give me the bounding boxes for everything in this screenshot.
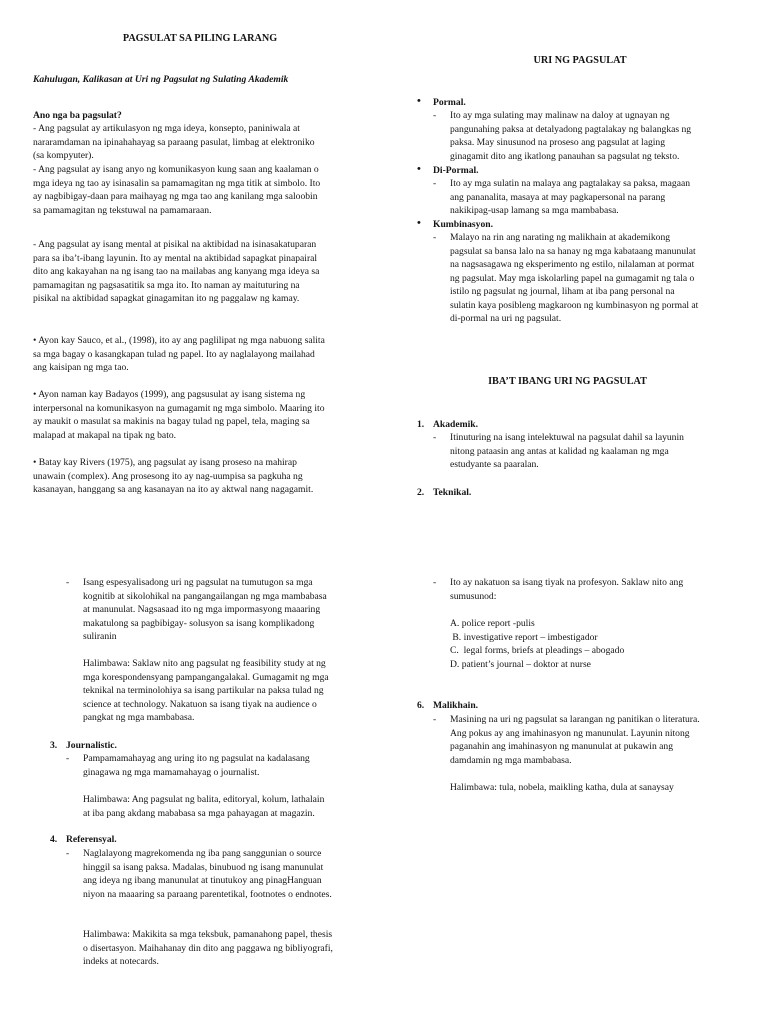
list-item: A. police report -pulis [450, 618, 535, 629]
quote-sauco [33, 334, 378, 375]
item-label-referensyal: Referensyal. [66, 834, 117, 845]
text-line: • Ayon kay Sauco, et al., (1998), ito ay ang paglilipat ng mga nabuong salita [33, 335, 325, 346]
definition-para-1 [33, 122, 378, 163]
text-line: nararamdaman na ipinahahayag sa paraang pasulat, limbag at elektroniko [33, 136, 315, 148]
dash-mark: - [433, 232, 437, 243]
text-line: ginagamit dito ang ikatlong panauhan sa pagsulat ng teksto. [450, 150, 680, 162]
text-line: ay maukit o masulat sa makinis na bagay tulad ng papel, tela, maging sa [33, 416, 310, 427]
malikhain-example: Halimbawa: tula, nobela, maikling katha, dula at sanaysay [450, 782, 674, 793]
dash-mark: - [433, 432, 437, 443]
text-line: ginagawa ng mga mamamahayag o journalist. [83, 766, 260, 778]
text-line: Masining na uri ng pagsulat sa larangan ng panitikan o literatura. [450, 714, 700, 725]
bullet-body-di-pormal [450, 177, 750, 218]
text-line: - Ang pagsulat ay isang anyo ng komunikasyon kung saan ang kaalaman o [33, 164, 319, 175]
item-number: 3. [50, 740, 58, 751]
text-line: sa pamamagitan ng tekstuwal na pamamaraan. [33, 204, 212, 216]
text-line: di-pormal na uri ng pagsulat. [450, 313, 562, 324]
quote-rivers [33, 456, 378, 497]
text-line: suliranin [83, 631, 117, 642]
text-line: pamamagitan ng pagsasatitik sa mga ito. Ito naman ay maituturing na [33, 279, 300, 291]
text-line: ay nagbibigay-daan para maihayag ng mga tao ang kanilang mga saloobin [33, 191, 318, 202]
text-line: ang pananalita, masaya at may pagkapersonal na parang [450, 191, 666, 203]
profesyon-description [450, 576, 750, 603]
text-line: ng pagsulat. May mga iskolarling papel na gumagamit ng tala o [450, 272, 695, 284]
bullet-label-pormal: Pormal. [433, 97, 466, 108]
text-line: pangunahing paksa at detalyadong pagtalakay ng balangkas ng [450, 123, 692, 135]
text-line: - Ang pagsulat ay artikulasyon ng mga ideya, konsepto, paniniwala at [33, 123, 300, 134]
text-line: interpersonal na komunikasyon na gumagamit ng mga simbolo. Maaring ito [33, 402, 325, 414]
text-line: sulatin kaya posibleng magkaroon ng kumbinasyon ng pormal at [450, 299, 699, 311]
dash-mark: - [433, 178, 437, 189]
text-line: paganahin ang imahinasyon ng manunulat at pukawin ang [450, 741, 673, 752]
dash-mark: - [433, 577, 437, 588]
text-line: pagsulat sa bansa lalo na sa hanay ng mga kabataang manunulat [450, 245, 696, 257]
bullet-label-kumbinasyon: Kumbinasyon. [433, 219, 493, 230]
text-line: paksa. May sinusunod na proseso ang pagsulat at laging [450, 137, 666, 148]
text-line: o disertasyon. Maihahanay din dito ang paggawa ng bibliyografi, [83, 942, 333, 954]
item-label-akademik: Akademik. [433, 419, 479, 430]
text-line: ang ideya ng ibang manunulat at tinutukoy ang pinagHanguan [83, 875, 322, 886]
text-line: Halimbawa: Saklaw nito ang pagsulat ng feasibility study at ng [83, 658, 326, 669]
text-line: nakikipag-usap lamang sa mga mambabasa. [450, 205, 619, 216]
text-line: niyon na maaaring sa paraang parentetikal, footnotes o endnotes. [83, 888, 332, 900]
dash-mark: - [433, 110, 437, 121]
text-line: nitong pataasin ang antas at kalidad ng kaalaman ng mga [450, 445, 669, 457]
dash-mark: - [66, 577, 70, 588]
text-line: estudyante sa paaralan. [450, 459, 539, 470]
text-line: hinggil sa isang paksa. Madalas, binubuod ng isang manunulat [83, 861, 324, 873]
text-line: teknikal na terminolohiya sa isang partikular na paksa tulad ng [83, 685, 324, 696]
item-body-malikhain [450, 713, 760, 767]
text-line: • Batay kay Rivers (1975), ang pagsulat ay isang proseso na mahirap [33, 457, 297, 468]
teknikal-example [83, 657, 383, 725]
item-body-referensyal [83, 847, 383, 901]
item-number: 2. [417, 487, 425, 498]
item-number: 6. [417, 700, 425, 711]
text-line: istilo ng pagsulat ng journal, liham at iba pang personal na [450, 286, 675, 297]
page-title: PAGSULAT SA PILING LARANG [122, 33, 278, 44]
text-line: damdamin ng mga mambabasa. [450, 754, 572, 766]
bullet-label-di-pormal: Di-Pormal. [433, 165, 479, 176]
quote-badayos [33, 388, 378, 442]
bullet-dot: • [417, 163, 421, 175]
text-line: mga ideya ng tao ay isinasalin sa pamamagitan ng mga titik at simbolo. Ito [33, 177, 321, 189]
text-line: Ito ay mga sulatin na malaya ang pagtalakay sa paksa, magaan [450, 178, 691, 189]
text-line: (sa kompyuter). [33, 150, 94, 161]
bullet-body-pormal [450, 109, 750, 163]
text-line: para sa iba’t-ibang layunin. Ito ay mental na aktibidad sapagkat pinapairal [33, 252, 318, 264]
profesyon-list [450, 617, 750, 671]
dash-mark: - [66, 848, 70, 859]
text-line: at manunulat. Nagsasaad ito ng mga impormasyong maaaring [83, 604, 321, 615]
definition-para-3 [33, 238, 378, 306]
text-line: Halimbawa: Makikita sa mga teksbuk, pamanahong papel, thesis [83, 929, 333, 940]
journalistic-example [83, 793, 383, 820]
text-line: Ito ay nakatuon sa isang tiyak na profesyon. Saklaw nito ang [450, 577, 684, 588]
text-line: mga korespondensyang pampangangalakal. Gumagamit ng mga [83, 671, 329, 683]
bullet-dot: • [417, 95, 421, 107]
question-heading: Ano nga ba pagsulat? [33, 110, 122, 121]
list-item: D. patient’s journal – doktor at nurse [450, 658, 591, 670]
text-line: Isang espesyalisadong uri ng pagsulat na tumutugon sa mga [83, 577, 313, 588]
item-body-journalistic [83, 752, 383, 779]
section-title-uri: URI NG PAGSULAT [533, 55, 627, 66]
referensyal-example [83, 928, 383, 969]
item-label-malikhain: Malikhain. [433, 700, 479, 711]
text-line: Ang pokus ay ang imahinasyon ng manunulat. Layunin nitong [450, 727, 690, 739]
text-line: ang kaisipan ng mga tao. [33, 362, 129, 373]
text-line: kognitib at sikolohikal na pangangailangan ng mga mambabasa [83, 590, 327, 602]
text-line: dito ang kakayahan na ng isang tao na mailabas ang kanyang mga ideya sa [33, 266, 320, 277]
text-line: • Ayon naman kay Badayos (1999), ang pagsusulat ay isang sistema ng [33, 389, 306, 400]
definition-para-2 [33, 163, 378, 217]
bullet-body-kumbinasyon [450, 231, 750, 326]
dash-mark: - [66, 753, 70, 764]
text-line: unawain (complex). Ang prosesong ito ay nag-uumpisa sa pagkuha ng [33, 470, 303, 482]
item-number: 1. [417, 419, 425, 430]
item-label-teknikal: Teknikal. [433, 487, 472, 498]
text-line: Malayo na rin ang narating ng malikhain at akademikong [450, 232, 671, 243]
list-item: B. investigative report – imbestigador [450, 631, 598, 643]
text-line: kasanayan, hanggang sa ang kasanayan na ito ay aktwal nang nagagamit. [33, 484, 314, 495]
text-line: pisikal na aktibidad sapagkat ginagamitan ito ng paggalaw ng kamay. [33, 293, 300, 304]
item-body-akademik [450, 431, 750, 472]
text-line: at iba pang akdang mababasa sa mga pahayagan at magazin. [83, 807, 315, 819]
text-line: sumusunod: [450, 590, 497, 602]
text-line: - Ang pagsulat ay isang mental at pisikal na aktibidad na isinasakatuparan [33, 239, 317, 250]
text-line: Halimbawa: Ang pagsulat ng balita, editoryal, kolum, lathalain [83, 794, 325, 805]
text-line: makatulong sa pagbibigay- solusyon sa isang komplikadong [83, 617, 315, 629]
text-line: Pampamamahayag ang uring ito ng pagsulat na kadalasang [83, 753, 310, 764]
text-line: sa mga bagay o kasangkapan tulad ng papel. Ito ay naglalayong mailahad [33, 348, 315, 360]
text-line: Naglalayong magrekomenda ng iba pang sanggunian o source [83, 848, 322, 859]
dash-mark: - [433, 714, 437, 725]
text-line: science at technology. Nakatuon sa isang tiyak na audience o [83, 698, 317, 710]
text-line: malapad at makapal na tipak ng bato. [33, 429, 177, 441]
text-line: Ito ay mga sulating may malinaw na daloy at ugnayan ng [450, 110, 670, 121]
list-item: C. legal forms, briefs at pleadings – abogado [450, 645, 625, 656]
item-number: 4. [50, 834, 58, 845]
section-subtitle: Kahulugan, Kalikasan at Uri ng Pagsulat ng Sulating Akademik [33, 74, 289, 85]
text-line: pangkat ng mga mambabasa. [83, 712, 195, 723]
bullet-dot: • [417, 217, 421, 229]
teknikal-description [83, 576, 383, 644]
text-line: Itinuturing na isang intelektuwal na pagsulat dahil sa layunin [450, 432, 684, 443]
text-line: na nagsasagawa ng eksperimento ng estilo, nilalaman at pormat [450, 259, 695, 270]
section-title-iba: IBA’T IBANG URI NG PAGSULAT [488, 376, 647, 387]
text-line: indeks at notecards. [83, 956, 159, 967]
item-label-journalistic: Journalistic. [66, 740, 117, 751]
